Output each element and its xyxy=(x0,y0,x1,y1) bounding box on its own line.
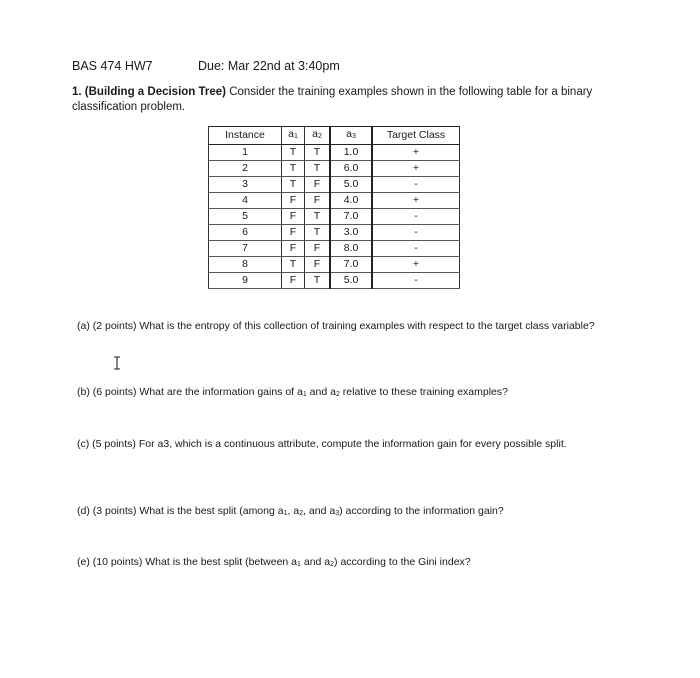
table-row xyxy=(209,209,460,225)
cell-a2: F xyxy=(305,177,331,193)
part-e: (e) (10 points) What is the best split (between a1 and a2) according to the Gini index? xyxy=(77,556,471,568)
question-1 xyxy=(72,85,612,115)
part-d: (d) (3 points) What is the best split (among a1, a2, and a3) according to the information gain? xyxy=(77,505,504,517)
table-body xyxy=(209,145,460,289)
cell-instance: 2 xyxy=(209,161,282,177)
question-1-text: Consider the training examples shown in the following table for a binary classification problem. xyxy=(72,86,593,113)
cell-a2: T xyxy=(305,273,331,289)
course-title: BAS 474 HW7 xyxy=(72,59,153,73)
cell-a2: F xyxy=(305,193,331,209)
cell-target: + xyxy=(372,161,460,177)
table-row xyxy=(209,225,460,241)
cell-target: - xyxy=(372,225,460,241)
cell-instance: 3 xyxy=(209,177,282,193)
table-row xyxy=(209,177,460,193)
cell-a1: F xyxy=(282,273,305,289)
cell-instance: 9 xyxy=(209,273,282,289)
cell-target: - xyxy=(372,177,460,193)
question-1-title: 1. (Building a Decision Tree) xyxy=(72,86,227,98)
cell-a1: F xyxy=(282,209,305,225)
col-a2: a2 xyxy=(305,127,331,145)
cell-a3: 1.0 xyxy=(330,145,372,161)
cell-a1: F xyxy=(282,241,305,257)
cell-a3: 4.0 xyxy=(330,193,372,209)
cell-a3: 6.0 xyxy=(330,161,372,177)
cell-target: - xyxy=(372,241,460,257)
cell-a2: T xyxy=(305,225,331,241)
cell-instance: 5 xyxy=(209,209,282,225)
cell-a3: 5.0 xyxy=(330,177,372,193)
cell-target: + xyxy=(372,193,460,209)
table-row xyxy=(209,161,460,177)
part-a: (a) (2 points) What is the entropy of this collection of training examples with respect to the target class variable? xyxy=(77,320,595,332)
cell-a3: 3.0 xyxy=(330,225,372,241)
training-examples-table xyxy=(208,126,460,289)
table-row xyxy=(209,145,460,161)
col-target-class: Target Class xyxy=(372,127,460,145)
table-row xyxy=(209,273,460,289)
table-header-row xyxy=(209,127,460,145)
cell-target: - xyxy=(372,273,460,289)
cell-target: + xyxy=(372,257,460,273)
cell-a2: T xyxy=(305,161,331,177)
cell-target: - xyxy=(372,209,460,225)
cell-a1: F xyxy=(282,193,305,209)
cell-a3: 8.0 xyxy=(330,241,372,257)
cell-a1: T xyxy=(282,161,305,177)
table-row xyxy=(209,241,460,257)
cell-instance: 4 xyxy=(209,193,282,209)
cell-a2: T xyxy=(305,209,331,225)
cell-a1: T xyxy=(282,145,305,161)
cell-a1: T xyxy=(282,177,305,193)
cell-a3: 7.0 xyxy=(330,209,372,225)
cell-a2: T xyxy=(305,145,331,161)
cell-instance: 8 xyxy=(209,257,282,273)
part-b: (b) (6 points) What are the information gains of a1 and a2 relative to these training examples? xyxy=(77,386,508,398)
cell-instance: 7 xyxy=(209,241,282,257)
cell-a3: 5.0 xyxy=(330,273,372,289)
table-row xyxy=(209,193,460,209)
part-c: (c) (5 points) For a3, which is a continuous attribute, compute the information gain for every possible split. xyxy=(77,438,567,450)
cell-a3: 7.0 xyxy=(330,257,372,273)
col-a1: a1 xyxy=(282,127,305,145)
text-cursor-icon xyxy=(112,356,122,370)
cell-a2: F xyxy=(305,257,331,273)
cell-a1: T xyxy=(282,257,305,273)
cell-a2: F xyxy=(305,241,331,257)
cell-instance: 6 xyxy=(209,225,282,241)
table-row xyxy=(209,257,460,273)
col-instance: Instance xyxy=(209,127,282,145)
header xyxy=(72,59,340,73)
cell-instance: 1 xyxy=(209,145,282,161)
col-a3: a3 xyxy=(330,127,372,145)
cell-target: + xyxy=(372,145,460,161)
cell-a1: F xyxy=(282,225,305,241)
due-date: Due: Mar 22nd at 3:40pm xyxy=(198,59,340,73)
